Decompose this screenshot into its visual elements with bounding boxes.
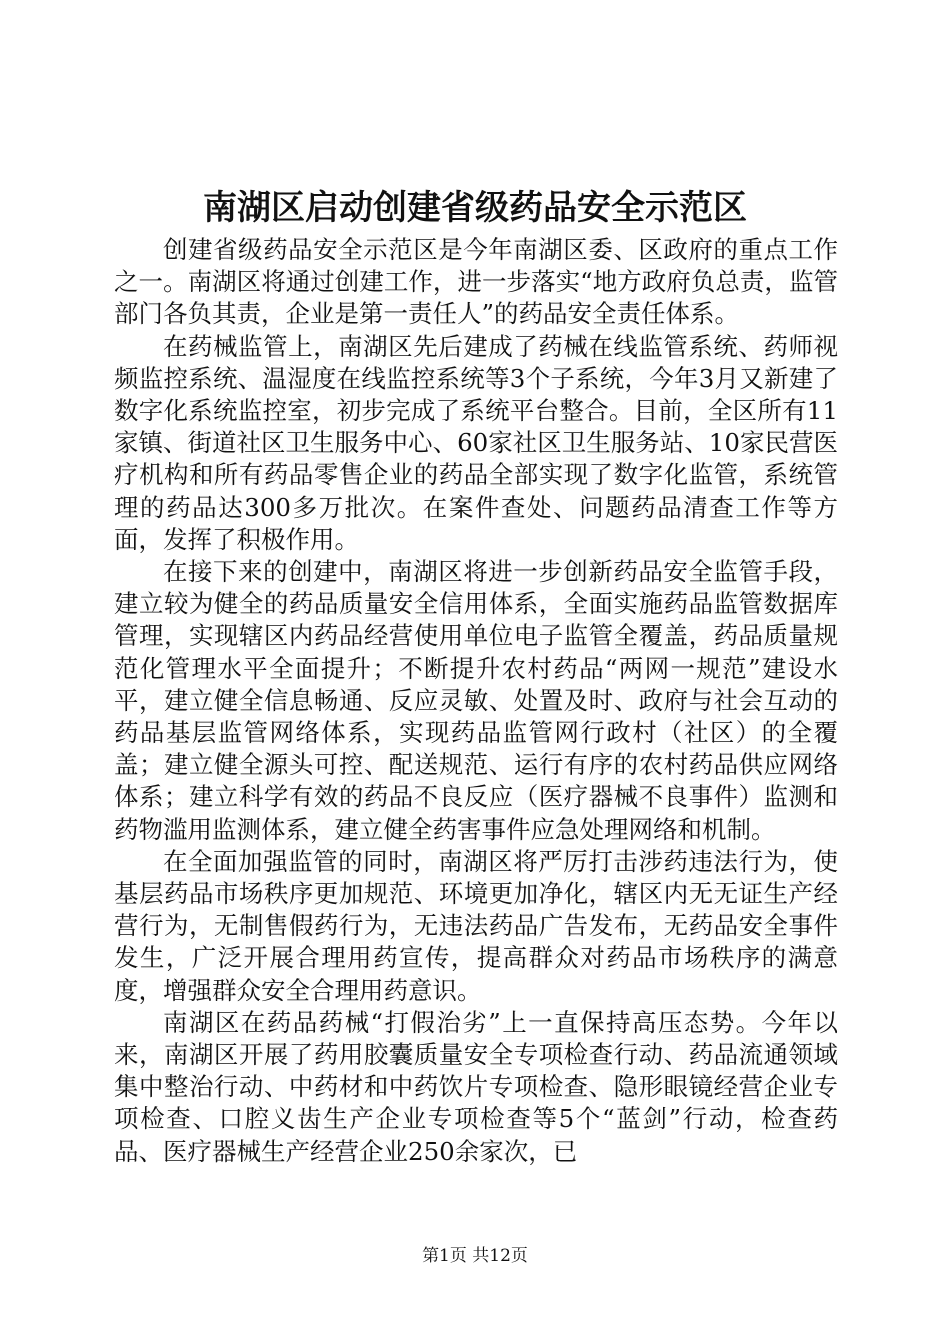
paragraph-5: 南湖区在药品药械“打假治劣”上一直保持高压态势。今年以来，南湖区开展了药用胶囊质量安全专项检查行动、药品流通领域集中整治行动、中药材和中药饮片专项检查、隐形眼镜经营企业专项检查、口腔义齿生产企业专项检查等5个“蓝剑”行动，检查药品、医疗器械生产经营企业250余家次，已 (114, 1007, 838, 1166)
page-footer: 第1页 共12页 (422, 1246, 528, 1266)
document-title: 南湖区启动创建省级药品安全示范区 (203, 188, 747, 228)
paragraph-3: 在接下来的创建中，南湖区将进一步创新药品安全监管手段，建立较为健全的药品质量安全信用体系，全面实施药品监管数据库管理，实现辖区内药品经营使用单位电子监管全覆盖，药品质量规范化管理水平全面提升；不断提升农村药品“两网一规范”建设水平，建立健全信息畅通、反应灵敏、处置及时、政府与社会互动的药品基层监管网络体系，实现药品监管网行政村（社区）的全覆盖；建立健全源头可控、配送规范、运行有序的农村药品供应网络体系；建立科学有效的药品不良反应（医疗器械不良事件）监测和药物滥用监测体系，建立健全药害事件应急处理网络和机制。 (114, 557, 838, 844)
document-body (114, 234, 838, 1168)
paragraph-4: 在全面加强监管的同时，南湖区将严厉打击涉药违法行为，使基层药品市场秩序更加规范、环境更加净化，辖区内无无证生产经营行为，无制售假药行为，无违法药品广告发布，无药品安全事件发生，广泛开展合理用药宣传，提高群众对药品市场秩序的满意度，增强群众安全合理用药意识。 (114, 846, 838, 1005)
paragraph-1: 创建省级药品安全示范区是今年南湖区委、区政府的重点工作之一。南湖区将通过创建工作，进一步落实“地方政府负总责，监管部门各负其责，企业是第一责任人”的药品安全责任体系。 (114, 235, 838, 329)
paragraph-2: 在药械监管上，南湖区先后建成了药械在线监管系统、药师视频监控系统、温湿度在线监控系统等3个子系统，今年3月又新建了数字化系统监控室，初步完成了系统平台整合。目前，全区所有11家镇、街道社区卫生服务中心、60家社区卫生服务站、10家民营医疗机构和所有药品零售企业的药品全部实现了数字化监管，系统管理的药品达300多万批次。在案件查处、问题药品清查工作等方面，发挥了积极作用。 (114, 331, 838, 554)
